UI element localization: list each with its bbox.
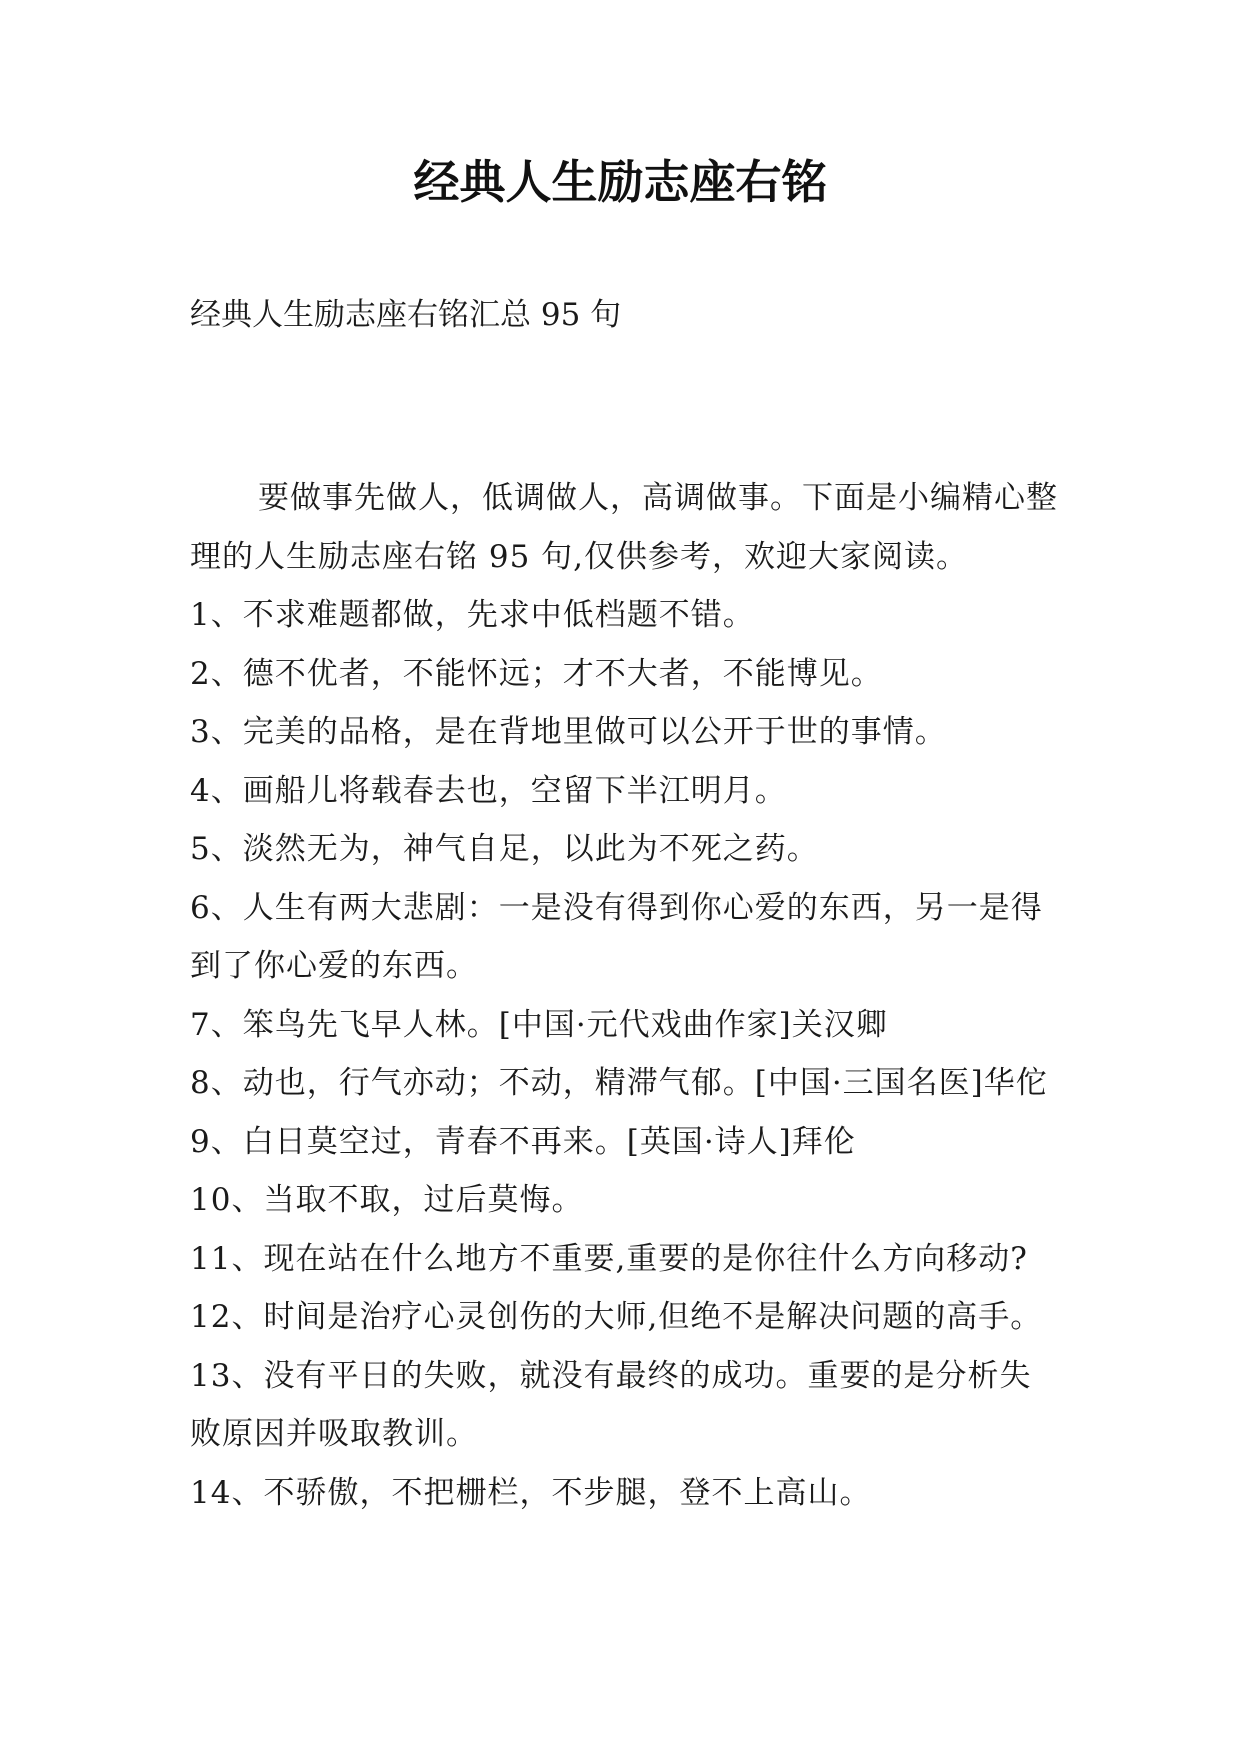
quote-item: 4、画船儿将载春去也，空留下半江明月。 [190,772,787,809]
document-title: 经典人生励志座右铭 [413,155,828,209]
quote-item: 5、淡然无为，神气自足，以此为不死之药。 [190,831,819,867]
quote-item: 2、德不优者，不能怀远；才不大者，不能博见。 [190,655,883,692]
quote-item: 1、不求难题都做，先求中低档题不错。 [190,597,755,633]
quote-item: 10、当取不取，过后莫悔。 [190,1182,584,1218]
quote-item: 6、人生有两大悲剧：一是没有得到你心爱的东西，另一是得到了你心爱的东西。 [190,889,1043,984]
quote-item: 12、时间是治疗心灵创伤的大师,但绝不是解决问题的高手。 [190,1299,1043,1335]
quote-item: 14、不骄傲，不把栅栏，不步腿，登不上高山。 [190,1474,872,1511]
quote-item: 8、动也，行气亦动；不动，精滞气郁。[中国·三国名医]华佗 [190,1065,1048,1101]
document-body [190,469,1060,1522]
quote-item: 13、没有平日的失败，就没有最终的成功。重要的是分析失败原因并吸取教训。 [190,1357,1032,1452]
quote-item: 7、笨鸟先飞早人林。[中国·元代戏曲作家]关汉卿 [190,1006,888,1043]
document-subtitle: 经典人生励志座右铭汇总 95 句 [190,297,622,333]
intro-paragraph: 要做事先做人，低调做人，高调做事。下面是小编精心整理的人生励志座右铭 95 句,仅供参考，欢迎大家阅读。 [190,480,1058,575]
quote-item: 9、白日莫空过，青春不再来。[英国·诗人]拜伦 [190,1123,856,1160]
quote-item: 11、现在站在什么地方不重要,重要的是你往什么方向移动? [190,1240,1028,1277]
quote-item: 3、完美的品格，是在背地里做可以公开于世的事情。 [190,714,947,750]
